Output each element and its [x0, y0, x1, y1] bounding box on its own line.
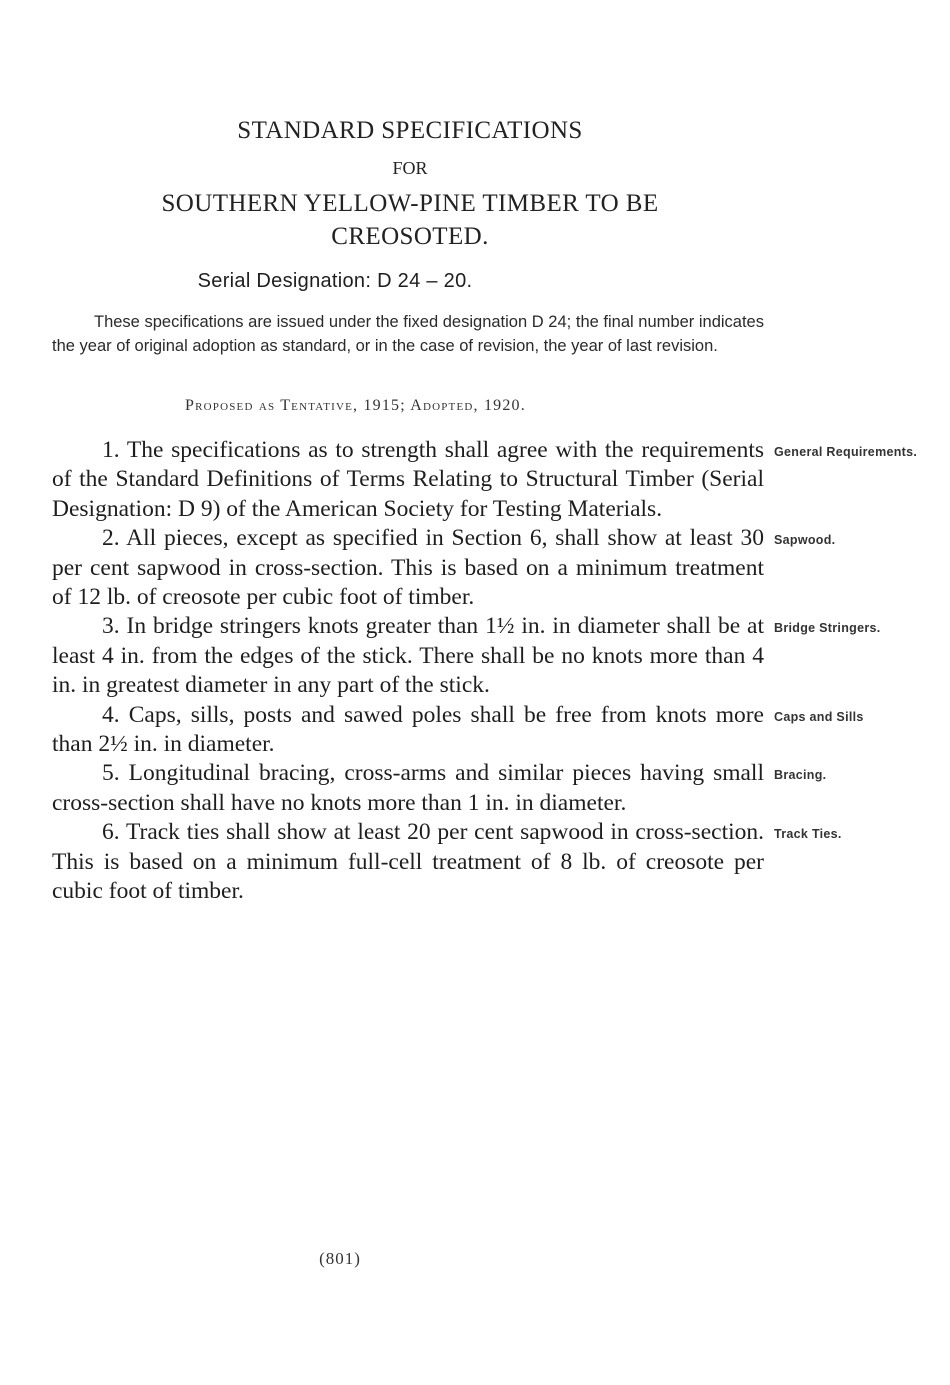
- title-line-3: SOUTHERN YELLOW-PINE TIMBER TO BE: [161, 190, 659, 217]
- title-line-2: FOR: [392, 158, 428, 178]
- title-line-4: CREOSOTED.: [331, 223, 489, 250]
- section-1: [52, 436, 918, 524]
- section-5-text: 5. Longitudinal bracing, cross-arms and similar pieces having small cross-section shall have no knots more than 1 in. in diameter.: [52, 760, 764, 816]
- section-6-text: 6. Track ties shall show at least 20 per cent sapwood in cross-section. This is based on a minimum full-cell treatment of 8 lb. of creosote per cubic foot of timber.: [52, 819, 764, 905]
- section-1-text: 1. The specifications as to strength shall agree with the requirements of the Standard Definitions of Terms Relating to Structural Timber (Serial Designation: D 9) of the American Society for Testing Materials.: [52, 437, 764, 522]
- section-3-text: 3. In bridge stringers knots greater than 1½ in. in diameter shall be at least 4 in. from the edges of the stick. There shall be no knots more than 4 in. in greatest diameter in any part of the stick.: [52, 613, 764, 699]
- section-5: [52, 759, 827, 818]
- adoption-history: Proposed as Tentative, 1915; Adopted, 1920.: [185, 397, 526, 414]
- section-3: [52, 612, 881, 700]
- margin-note-3: Bridge Stringers.: [774, 621, 881, 636]
- designation-note: [52, 310, 764, 358]
- margin-note-5: Bracing.: [774, 768, 827, 783]
- margin-note-1: General Requirements.: [774, 445, 918, 459]
- section-4: [52, 701, 864, 760]
- title-line-1: STANDARD SPECIFICATIONS: [237, 117, 583, 144]
- specification-body: [52, 436, 918, 907]
- margin-note-4: Caps and Sills: [774, 709, 864, 724]
- section-6: [52, 818, 842, 906]
- margin-note-6: Track Ties.: [774, 827, 842, 842]
- section-2-text: 2. All pieces, except as specified in Section 6, shall show at least 30 per cent sapwood in cross-section. This is based on a minimum treatment of 12 lb. of creosote per cubic foot of timber.: [52, 525, 764, 611]
- section-2: [52, 524, 836, 612]
- margin-note-2: Sapwood.: [774, 533, 836, 548]
- section-4-text: 4. Caps, sills, posts and sawed poles shall be free from knots more than 2½ in. in diameter.: [52, 701, 764, 758]
- serial-designation: Serial Designation: D 24 – 20.: [197, 270, 473, 292]
- page-number: (801): [319, 1249, 361, 1268]
- designation-note-text: These specifications are issued under the fixed designation D 24; the final number indicates the year of original adoption as standard, or in the case of revision, the year of last revision.: [52, 313, 764, 355]
